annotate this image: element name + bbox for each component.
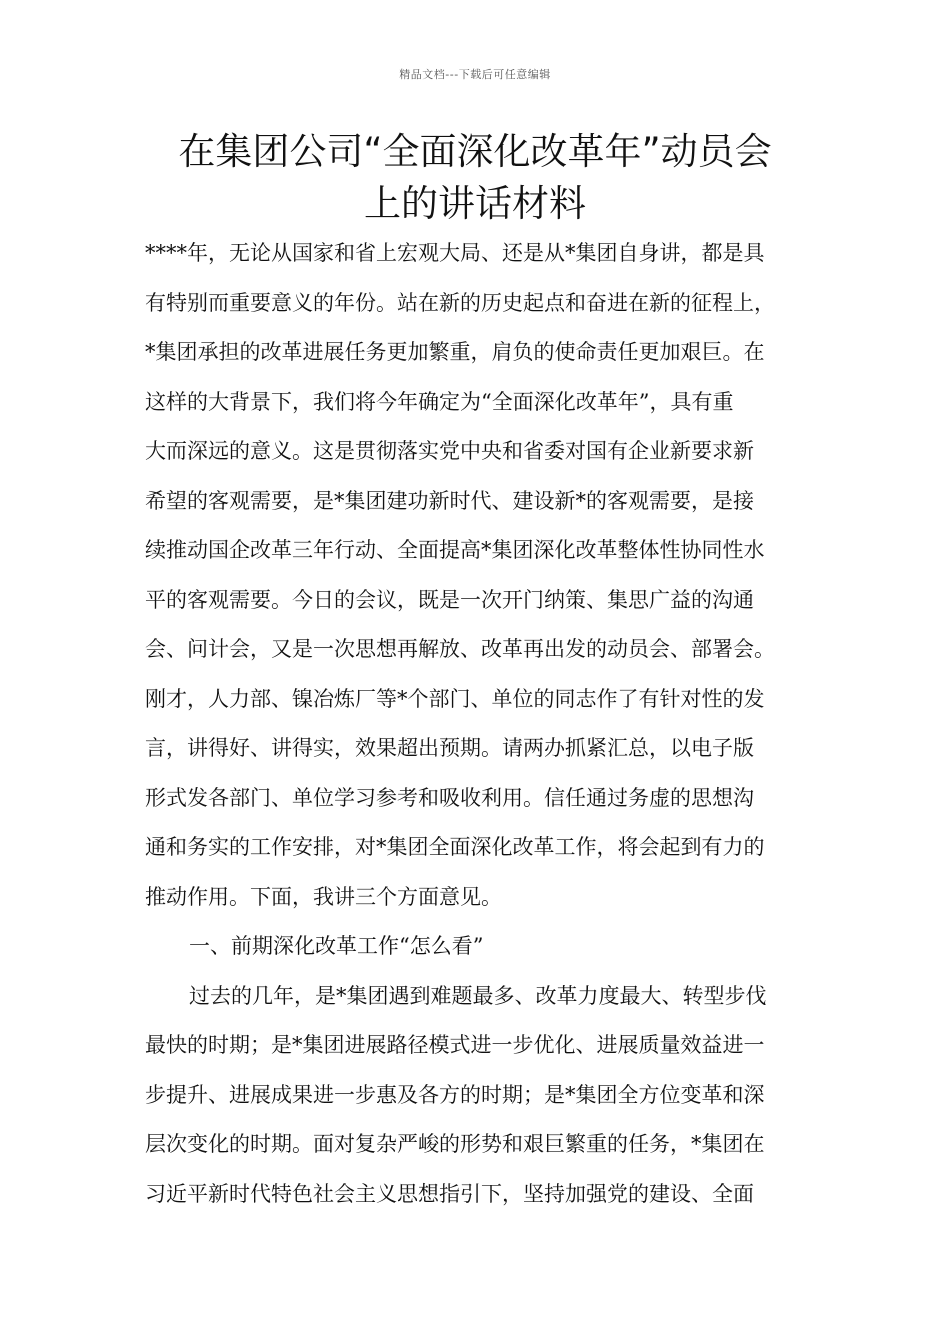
heading-line: 一、前期深化改革工作“怎么看”	[189, 934, 484, 958]
title-line: 在集团公司“全面深化改革年”动员会	[178, 130, 772, 173]
text-line: 言，讲得好、讲得实，效果超出预期。请两办抓紧汇总，以电子版	[145, 736, 754, 760]
text-line: 希望的客观需要，是*集团建功新时代、建设新*的客观需要，是接	[145, 488, 754, 513]
text-line: 通和务实的工作安排，对*集团全面深化改革工作，将会起到有力的	[145, 835, 765, 859]
text-line: 形式发各部门、单位学习参考和吸收利用。信任通过务虚的思想沟	[145, 785, 754, 810]
text-line: 步提升、进展成果进一步惠及各方的时期；是*集团全方位变革和深	[145, 1082, 765, 1107]
text-line: 平的客观需要。今日的会议，既是一次开门纳策、集思广益的沟通	[145, 587, 754, 612]
text-line: 推动作用。下面，我讲三个方面意见。	[145, 884, 502, 909]
text-line: 有特别而重要意义的年份。站在新的历史起点和奋进在新的征程上，	[145, 290, 775, 315]
text-line: 习近平新时代特色社会主义思想指引下，坚持加强党的建设、全面	[145, 1181, 754, 1206]
text-line: 层次变化的时期。面对复杂严峻的形势和艰巨繁重的任务，*集团在	[145, 1132, 765, 1156]
document-title	[60, 126, 890, 230]
paragraph-intro	[145, 229, 820, 922]
text-line: *集团承担的改革进展任务更加繁重，肩负的使命责任更加艰巨。在	[145, 340, 765, 364]
text-line: 最快的时期；是*集团进展路径模式进一步优化、进展质量效益进一	[145, 1033, 765, 1057]
document-body	[145, 229, 820, 1219]
text-line: 会、问计会，又是一次思想再解放、改革再出发的动员会、部署会。	[145, 637, 775, 661]
text-line: 大而深远的意义。这是贯彻落实党中央和省委对国有企业新要求新	[145, 439, 754, 463]
text-line: 过去的几年，是*集团遇到难题最多、改革力度最大、转型步伐	[189, 983, 767, 1008]
text-line: ****年，无论从国家和省上宏观大局、还是从*集团自身讲，都是具	[145, 241, 765, 265]
header-note: 精品文档---下载后可任意编辑	[399, 68, 551, 81]
title-line: 上的讲话材料	[364, 182, 586, 225]
text-line: 续推动国企改革三年行动、全面提高*集团深化改革整体性协同性水	[145, 538, 765, 562]
paragraph-review	[145, 972, 820, 1220]
text-line: 刚才，人力部、镍冶炼厂等*个部门、单位的同志作了有针对性的发	[145, 686, 765, 711]
section-heading	[145, 922, 820, 972]
text-line: 这样的大背景下，我们将今年确定为“全面深化改革年”，具有重	[145, 389, 734, 414]
